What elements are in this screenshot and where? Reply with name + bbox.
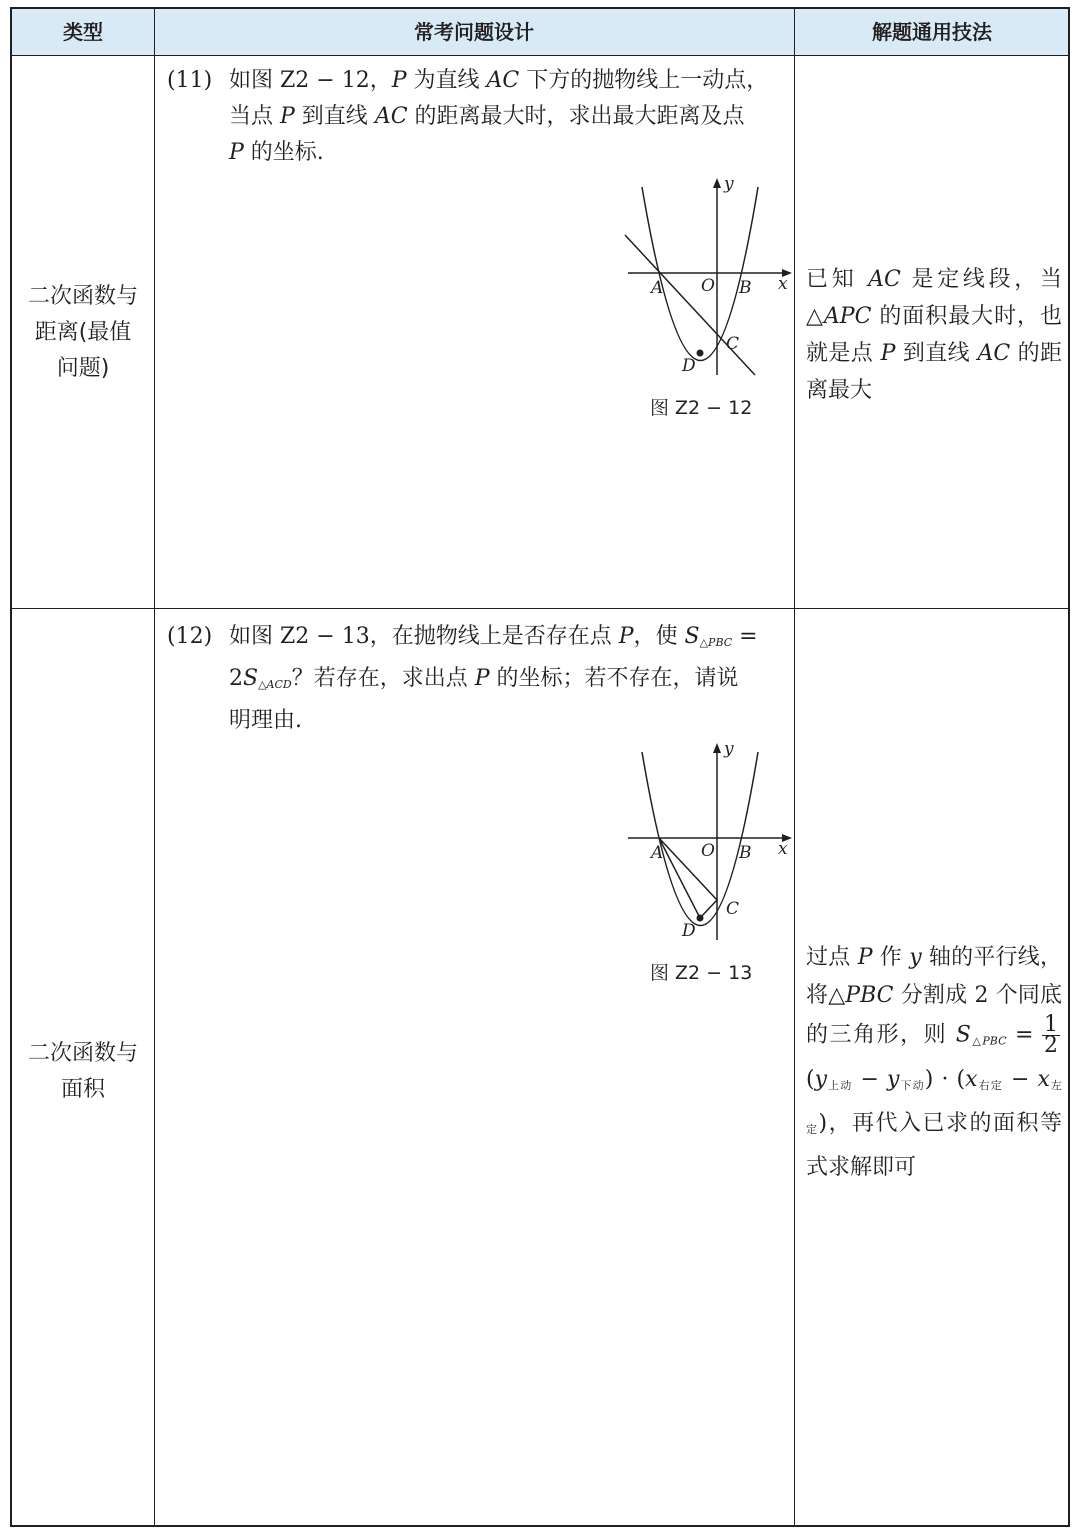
origin-label: O — [701, 276, 715, 296]
y-axis-label: y — [724, 740, 734, 759]
y-axis-label: y — [724, 175, 734, 194]
question-text: 如图 Z2 − 12，P 为直线 AC 下方的抛物线上一动点， 当点 P 到直线 AC 的距离最大时，求出最大距离及点 P 的坐标. — [229, 68, 769, 165]
point-d-label: D — [682, 356, 696, 376]
header-question-design: 常考问题设计 — [414, 20, 534, 44]
point-b-label: B — [739, 278, 752, 298]
origin-label: O — [701, 841, 715, 861]
fraction-one-half: $\frac{1}{2}$ — [1043, 1012, 1058, 1058]
figure-z2-12 — [620, 175, 800, 390]
method-table — [10, 7, 1070, 1527]
technique-12: 过点 P 作 y 轴的平行线，将△PBC 分割成 2 个同底的三角形，则 $S_{\triangle PBC}$ = $\frac{1}{2}$ $(y_{上动} - y_{下动}) \cdot (x_{右定} - x_{左定})$，再代入已求的面积等式求解即可 — [806, 945, 1063, 1180]
point-c-label: C — [726, 899, 740, 919]
type-text: 面积 — [60, 1077, 105, 1102]
point-a-label: A — [651, 843, 664, 863]
point-b-label: B — [739, 843, 752, 863]
figure-caption: 图 Z2 − 12 — [650, 397, 753, 419]
question-11 — [167, 63, 787, 183]
question-text: 如图 Z2 − 13，在抛物线上是否存在点 P，使 $S_{\triangle PBC}$ = $2S_{\triangle ACD}$？若存在，求出点 P 的坐标；若不存在，请说 明理由. — [229, 624, 758, 733]
row-divider — [12, 55, 1068, 56]
x-axis-label: x — [778, 839, 788, 859]
question-number: (12) — [167, 624, 213, 649]
type-text: 二次函数与 — [27, 284, 138, 309]
point-d-label: D — [682, 921, 696, 941]
point-a-label: A — [651, 278, 664, 298]
type-text: 距离(最值 — [34, 320, 132, 345]
question-number: (11) — [167, 68, 213, 93]
question-12 — [167, 619, 787, 739]
figure-caption: 图 Z2 − 13 — [650, 962, 753, 984]
row1-type — [12, 279, 154, 387]
type-text: 二次函数与 — [27, 1041, 138, 1066]
point-c-label: C — [726, 334, 740, 354]
header-type: 类型 — [63, 20, 103, 44]
x-axis-label: x — [778, 274, 788, 294]
type-text: 问题) — [56, 356, 110, 381]
row2-type — [12, 1036, 154, 1108]
column-divider — [154, 9, 155, 1525]
technique-11: 已知 AC 是定线段，当△APC 的面积最大时，也就是点 P 到直线 AC 的距离最大 — [806, 267, 1062, 403]
row-divider — [12, 608, 1068, 609]
table-header — [12, 9, 1068, 55]
figure-z2-13 — [620, 740, 800, 955]
header-technique: 解题通用技法 — [872, 20, 992, 44]
